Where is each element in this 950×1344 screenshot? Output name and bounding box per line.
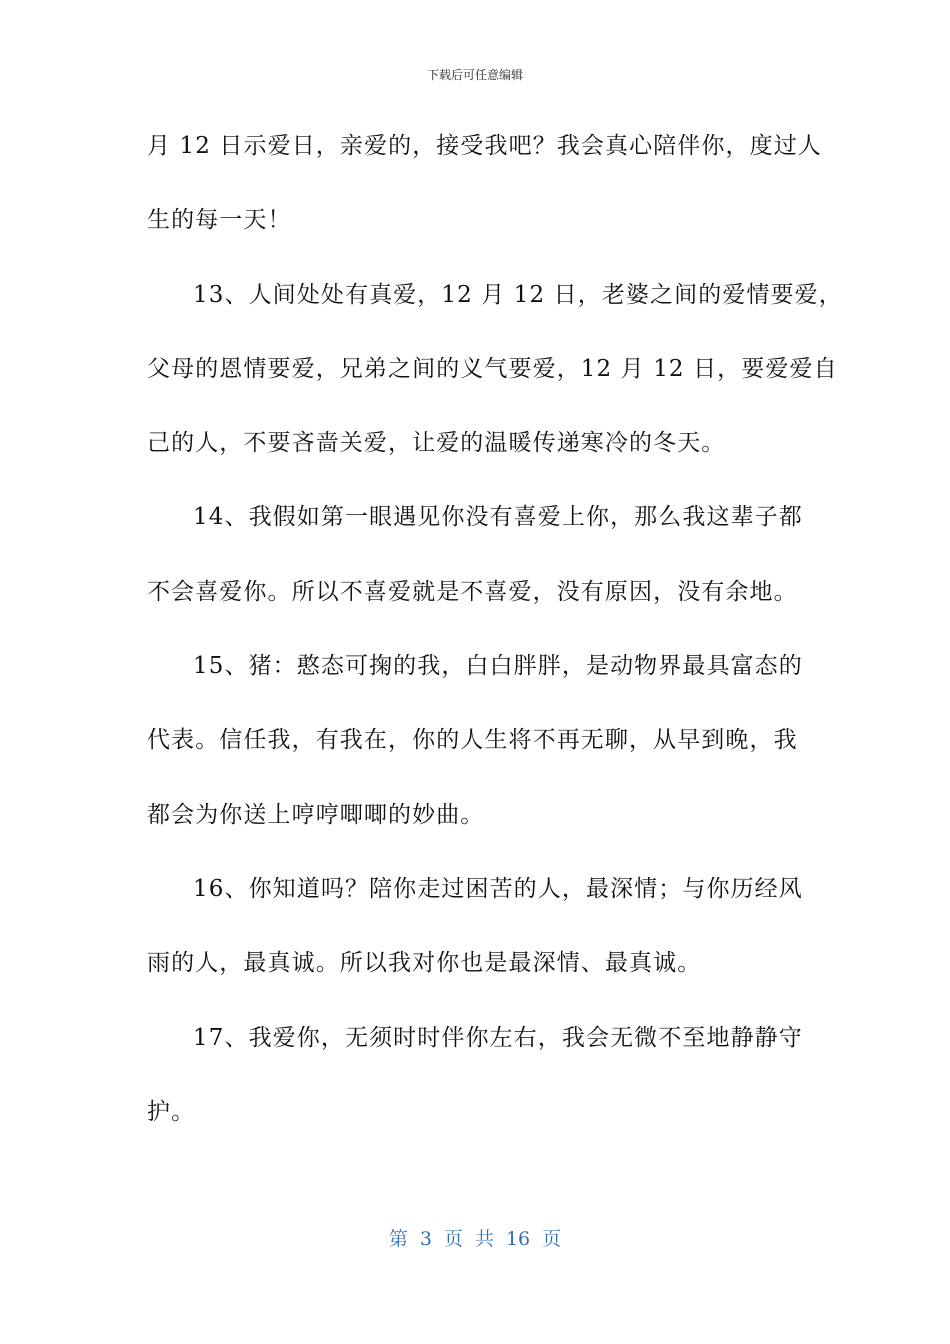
footer-suffix: 页	[542, 1228, 562, 1250]
text-line: 代表。信任我，有我在，你的人生将不再无聊，从早到晚，我	[147, 727, 798, 754]
footer-total-pages: 16	[505, 1228, 531, 1250]
text-line: 不会喜爱你。所以不喜爱就是不喜爱，没有原因，没有余地。	[147, 578, 798, 605]
text-line: 14、我假如第一眼遇见你没有喜爱上你，那么我这辈子都	[193, 504, 803, 531]
text-line: 都会为你送上哼哼唧唧的妙曲。	[147, 801, 485, 828]
page-footer	[0, 1226, 950, 1252]
text-line: 16、你知道吗？陪你走过困苦的人，最深情；与你历经风	[193, 875, 803, 902]
body-text	[147, 124, 843, 1164]
text-line: 17、我爱你，无须时时伴你左右，我会无微不至地静静守	[193, 1024, 803, 1051]
text-line: 15、猪：憨态可掬的我，白白胖胖，是动物界最具富态的	[193, 653, 803, 680]
text-line: 雨的人，最真诚。所以我对你也是最深情、最真诚。	[147, 950, 702, 977]
text-line: 父母的恩情要爱，兄弟之间的义气要爱，12 月 12 日，要爱爱自	[147, 355, 838, 382]
text-line: 月 12 日示爱日，亲爱的，接受我吧？我会真心陪伴你，度过人	[147, 133, 822, 159]
text-line: 13、人间处处有真爱，12 月 12 日，老婆之间的爱情要爱，	[193, 281, 843, 308]
footer-page-label: 页	[443, 1228, 463, 1250]
text-line: 己的人，不要吝啬关爱，让爱的温暖传递寒冷的冬天。	[147, 430, 726, 457]
footer-prefix: 第	[388, 1228, 408, 1250]
text-line: 护。	[147, 1098, 196, 1125]
footer-current-page: 3	[419, 1228, 432, 1250]
page-header: 下载后可任意编辑	[426, 68, 523, 82]
footer-total-label: 共	[474, 1228, 494, 1250]
text-line: 生的每一天！	[147, 207, 292, 234]
